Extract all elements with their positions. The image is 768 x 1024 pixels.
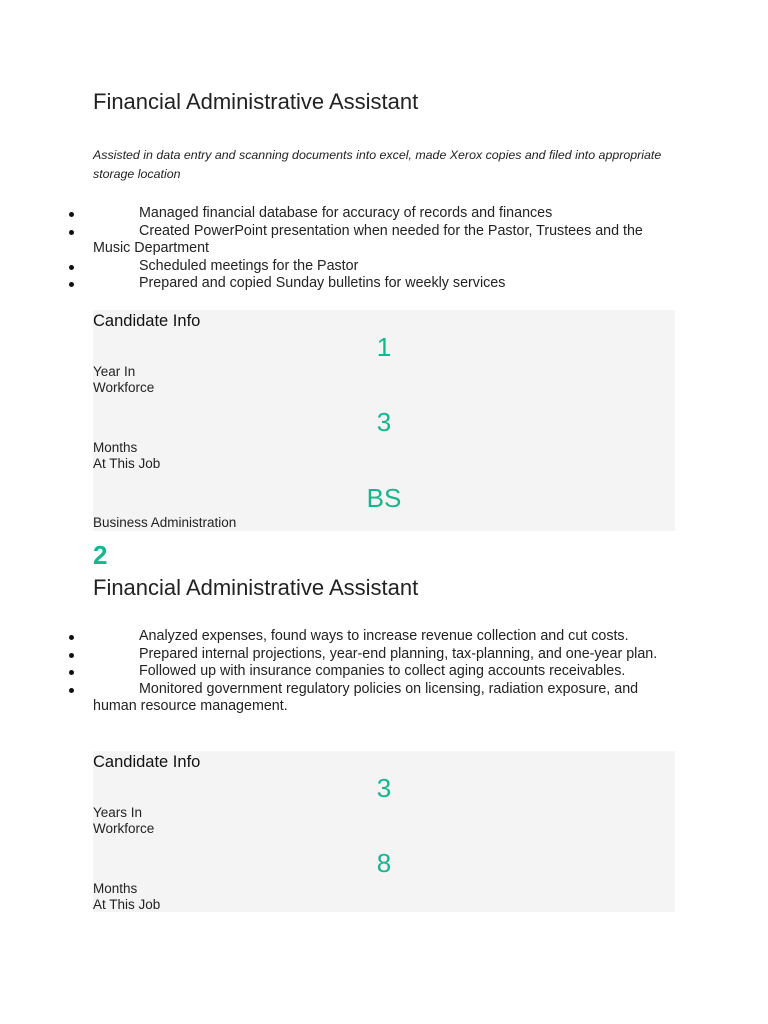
stat-label: Months At This Job	[93, 881, 161, 912]
stat-label: Months At This Job	[93, 440, 161, 471]
candidate-info-title: Candidate Info	[93, 312, 201, 330]
bullet-icon	[69, 212, 74, 217]
stat-value: BS	[366, 483, 402, 513]
stat-label: Years In Workforce	[93, 805, 155, 836]
bullet-icon	[69, 265, 74, 270]
candidate-info-panel	[93, 310, 675, 531]
candidate-info-title: Candidate Info	[93, 753, 201, 771]
bullet-icon	[69, 670, 74, 675]
job-summary: Assisted in data entry and scanning documents into excel, made Xerox copies and filed into appropriate storage location	[93, 148, 662, 181]
bullet-icon	[69, 635, 74, 640]
bullet-icon	[69, 230, 74, 235]
job-title: Financial Administrative Assistant	[93, 575, 419, 600]
stat-label: Business Administration	[93, 515, 237, 530]
bullet-icon	[69, 282, 74, 287]
list-item: Scheduled meetings for the Pastor	[0, 258, 680, 276]
stat-value: 1	[376, 332, 392, 362]
list-item: Prepared internal projections, year-end planning, tax-planning, and one-year plan.	[0, 646, 680, 664]
stat-value: 3	[376, 407, 392, 437]
list-item: Followed up with insurance companies to collect aging accounts receivables.	[0, 663, 680, 681]
bullet-icon	[69, 653, 74, 658]
list-item: Analyzed expenses, found ways to increase revenue collection and cut costs.	[0, 628, 680, 646]
stat-value: 3	[376, 773, 392, 803]
list-item: Managed financial database for accuracy of records and finances	[0, 205, 680, 223]
section-number: 2	[93, 540, 108, 570]
job-title: Financial Administrative Assistant	[93, 89, 419, 114]
bullet-icon	[69, 688, 74, 693]
stat-label: Year In Workforce	[93, 364, 155, 395]
candidate-info-panel	[93, 751, 675, 912]
list-item: Created PowerPoint presentation when needed for the Pastor, Trustees and the Music Department	[0, 223, 680, 258]
list-item: Prepared and copied Sunday bulletins for weekly services	[0, 275, 680, 293]
duties-list	[0, 628, 680, 716]
duties-list	[0, 205, 680, 293]
stat-value: 8	[376, 848, 392, 878]
list-item: Monitored government regulatory policies on licensing, radiation exposure, and human resource management.	[0, 681, 680, 716]
